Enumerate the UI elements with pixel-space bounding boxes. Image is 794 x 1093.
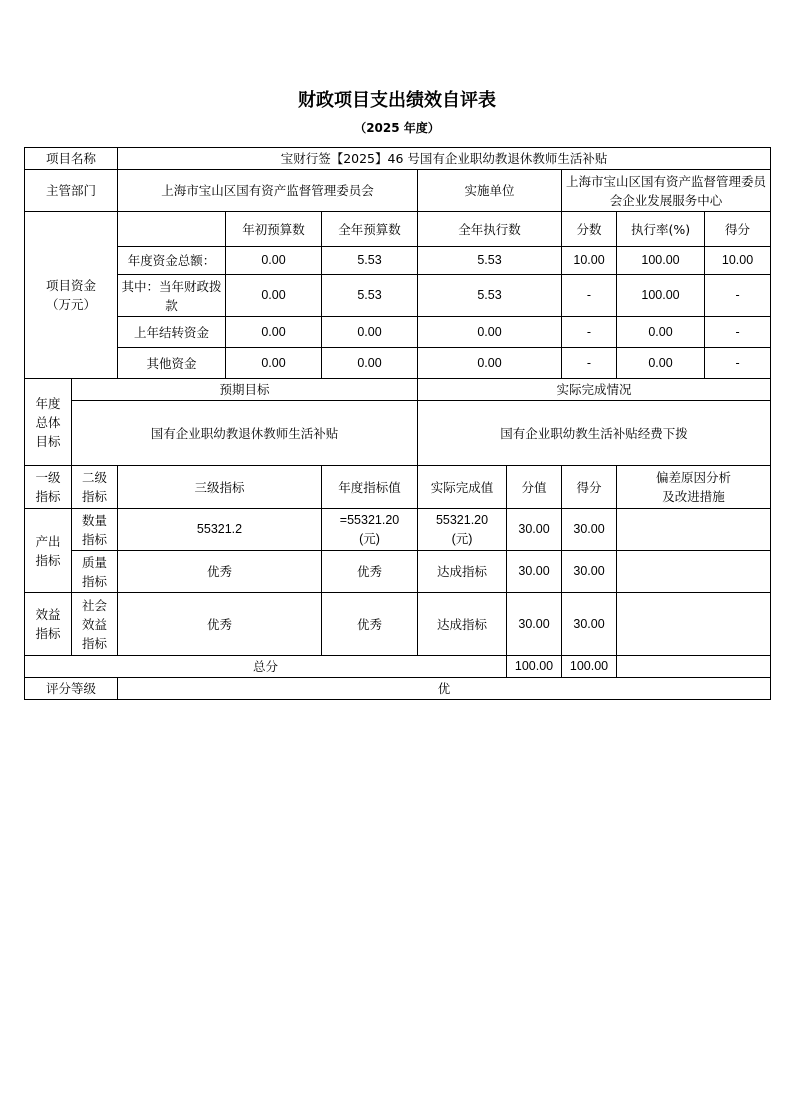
- rating-row: [25, 678, 771, 700]
- level2-cell: 社会 效益 指标: [72, 593, 118, 656]
- funds-cell: 0.00: [418, 317, 562, 348]
- funds-cell: 5.53: [418, 275, 562, 317]
- department-value: 上海市宝山区国有资产监督管理委员会: [118, 170, 418, 212]
- deviation-header: 偏差原因分析 及改进措施: [617, 466, 771, 509]
- indicator-row: [25, 593, 771, 656]
- funds-row-label: 年度资金总额：: [118, 247, 226, 275]
- funds-cell: 5.53: [418, 247, 562, 275]
- project-name-label: 项目名称: [25, 148, 118, 170]
- funds-row: [25, 247, 771, 275]
- goals-header-row: [25, 379, 771, 401]
- funds-row: [25, 317, 771, 348]
- score-value-header: 分值: [507, 466, 562, 509]
- funds-row: [25, 348, 771, 379]
- expected-goal-header: 预期目标: [72, 379, 418, 401]
- actual-cell: 达成指标: [418, 593, 507, 656]
- level1-header: 一级 指标: [25, 466, 72, 509]
- level3-header: 三级指标: [118, 466, 322, 509]
- indicator-row: [25, 551, 771, 593]
- project-name-row: [25, 148, 771, 170]
- department-label: 主管部门: [25, 170, 118, 212]
- score-value-cell: 30.00: [507, 551, 562, 593]
- funds-cell: 100.00: [617, 247, 705, 275]
- funds-row-label: 其中：当年财政拨款: [118, 275, 226, 317]
- funds-cell: 5.53: [322, 275, 418, 317]
- level2-header: 二级 指标: [72, 466, 118, 509]
- funds-cell: 0.00: [226, 317, 322, 348]
- target-cell: 优秀: [322, 551, 418, 593]
- score-cell: 30.00: [562, 551, 617, 593]
- level3-cell: 优秀: [118, 551, 322, 593]
- funds-cell: -: [562, 348, 617, 379]
- target-cell: 优秀: [322, 593, 418, 656]
- funds-header-score: 得分: [705, 212, 771, 247]
- level2-cell: 质量 指标: [72, 551, 118, 593]
- funds-cell: -: [705, 317, 771, 348]
- funds-row-label: 其他资金: [118, 348, 226, 379]
- funds-header-initial: 年初预算数: [226, 212, 322, 247]
- level3-cell: 55321.2: [118, 509, 322, 551]
- funds-row-label: 上年结转资金: [118, 317, 226, 348]
- funds-cell: -: [705, 275, 771, 317]
- funds-cell: 0.00: [617, 317, 705, 348]
- funds-cell: 0.00: [617, 348, 705, 379]
- funds-cell: -: [705, 348, 771, 379]
- form-subtitle: （2025 年度）: [354, 121, 440, 135]
- funds-cell: 0.00: [322, 348, 418, 379]
- score-value-cell: 30.00: [507, 509, 562, 551]
- actual-completion-text: 国有企业职幼教生活补贴经费下拨: [418, 401, 771, 466]
- total-blank: [617, 656, 771, 678]
- deviation-cell: [617, 551, 771, 593]
- funds-label: 项目资金 （万元）: [25, 212, 118, 379]
- funds-header-points: 分数: [562, 212, 617, 247]
- indicator-header-row: [25, 466, 771, 509]
- output-indicator-label: 产出 指标: [25, 509, 72, 593]
- funds-cell: 0.00: [226, 275, 322, 317]
- goals-content-row: [25, 401, 771, 466]
- project-name-value: 宝财行签【2025】46 号国有企业职幼教退休教师生活补贴: [118, 148, 771, 170]
- target-cell: =55321.20 (元): [322, 509, 418, 551]
- target-value-header: 年度指标值: [322, 466, 418, 509]
- funds-cell: 0.00: [226, 247, 322, 275]
- funds-header-annual: 全年预算数: [322, 212, 418, 247]
- level2-cell: 数量 指标: [72, 509, 118, 551]
- funds-header-row: [25, 212, 771, 247]
- expected-goal-text: 国有企业职幼教退休教师生活补贴: [72, 401, 418, 466]
- benefit-indicator-label: 效益 指标: [25, 593, 72, 656]
- funds-cell: 0.00: [418, 348, 562, 379]
- funds-cell: 100.00: [617, 275, 705, 317]
- funds-header-executed: 全年执行数: [418, 212, 562, 247]
- actual-cell: 达成指标: [418, 551, 507, 593]
- total-score: 100.00: [562, 656, 617, 678]
- funds-cell: 0.00: [226, 348, 322, 379]
- funds-header-rate: 执行率(%): [617, 212, 705, 247]
- department-row: [25, 170, 771, 212]
- evaluation-table: [24, 147, 771, 700]
- actual-completion-header: 实际完成情况: [418, 379, 771, 401]
- indicator-row: [25, 509, 771, 551]
- deviation-cell: [617, 509, 771, 551]
- deviation-cell: [617, 593, 771, 656]
- form-title: 财政项目支出绩效自评表: [298, 90, 496, 111]
- score-value-cell: 30.00: [507, 593, 562, 656]
- funds-header-blank: [118, 212, 226, 247]
- total-row: [25, 656, 771, 678]
- implementing-unit-value: 上海市宝山区国有资产监督管理委员会企业发展服务中心: [562, 170, 771, 212]
- score-header: 得分: [562, 466, 617, 509]
- score-cell: 30.00: [562, 509, 617, 551]
- funds-cell: 0.00: [322, 317, 418, 348]
- funds-cell: 10.00: [705, 247, 771, 275]
- funds-cell: 10.00: [562, 247, 617, 275]
- rating-value: 优: [118, 678, 771, 700]
- score-cell: 30.00: [562, 593, 617, 656]
- implementing-unit-label: 实施单位: [418, 170, 562, 212]
- rating-label: 评分等级: [25, 678, 118, 700]
- actual-cell: 55321.20 (元): [418, 509, 507, 551]
- total-score-value: 100.00: [507, 656, 562, 678]
- actual-value-header: 实际完成值: [418, 466, 507, 509]
- funds-row: [25, 275, 771, 317]
- total-label: 总分: [25, 656, 507, 678]
- level3-cell: 优秀: [118, 593, 322, 656]
- funds-cell: -: [562, 317, 617, 348]
- funds-cell: -: [562, 275, 617, 317]
- funds-cell: 5.53: [322, 247, 418, 275]
- annual-goal-label: 年度 总体 目标: [25, 379, 72, 466]
